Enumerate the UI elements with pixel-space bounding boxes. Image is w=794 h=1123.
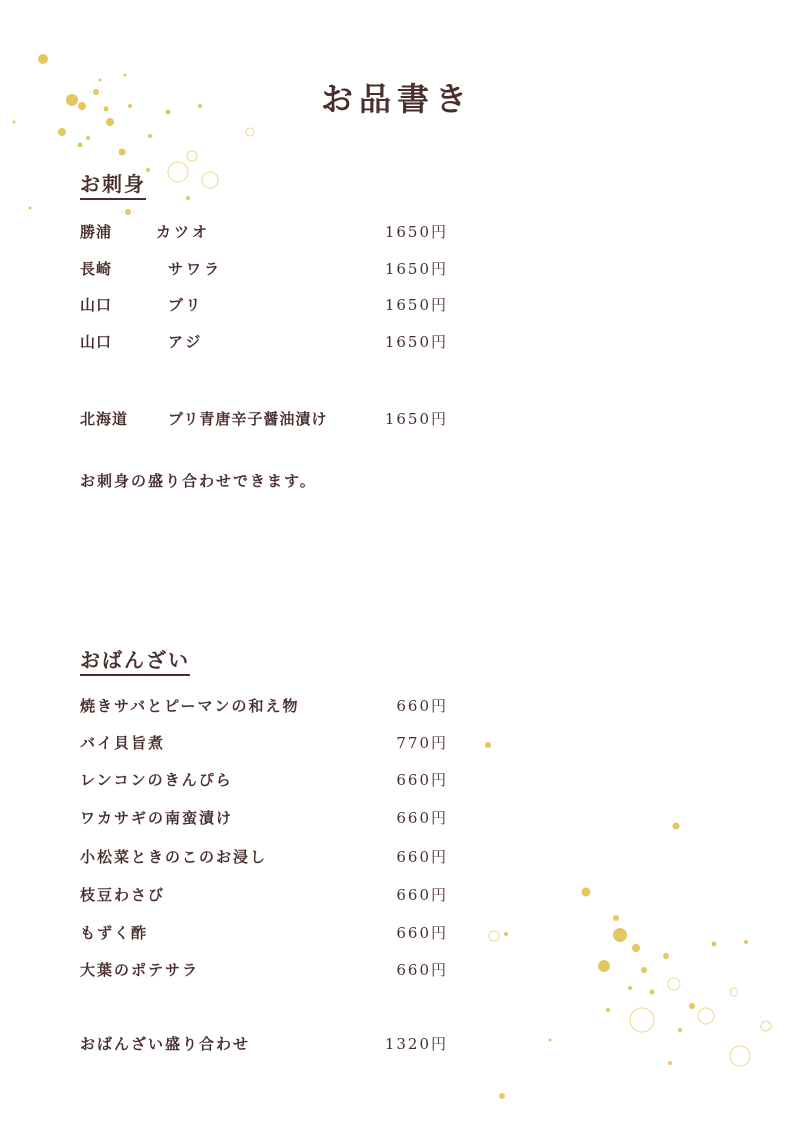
menu-row	[80, 258, 450, 280]
menu-row	[80, 408, 450, 430]
price: 1650円	[384, 260, 448, 278]
menu-title: お品書き	[320, 80, 473, 118]
price: 660円	[396, 809, 448, 827]
menu-row	[80, 695, 450, 717]
fish-name: サワラ	[168, 260, 223, 278]
menu-row	[80, 1033, 450, 1055]
dish-name: ワカサギの南蛮漬け	[80, 809, 234, 827]
menu-row	[80, 732, 450, 754]
price: 1320円	[384, 1035, 448, 1053]
dish-name: バイ貝旨煮	[80, 734, 166, 752]
price: 660円	[396, 848, 448, 866]
gold-splash-bottom-right	[470, 730, 794, 1123]
origin-label: 勝浦	[80, 223, 113, 241]
price: 770円	[396, 734, 448, 752]
fish-name: ブリ	[168, 296, 204, 314]
dish-name: 焼きサバとピーマンの和え物	[80, 697, 300, 715]
menu-row	[80, 884, 450, 906]
origin-label: 山口	[80, 296, 113, 314]
dish-name: レンコンのきんぴら	[80, 771, 233, 789]
price: 1650円	[384, 333, 448, 351]
origin-label: 山口	[80, 333, 113, 351]
section-heading-obanzai: おばんざい	[80, 644, 190, 676]
price: 660円	[396, 961, 448, 979]
dish-name: おばんざい盛り合わせ	[80, 1035, 251, 1053]
dish-name: もずく酢	[80, 924, 149, 942]
menu-row	[80, 331, 450, 353]
dish-name: 枝豆わさび	[80, 886, 166, 904]
price: 1650円	[384, 296, 448, 314]
fish-name: ブリ青唐辛子醤油漬け	[168, 410, 328, 428]
menu-row	[80, 846, 450, 868]
dish-name: 小松菜ときのこのお浸し	[80, 848, 268, 866]
menu-row	[80, 959, 450, 981]
menu-row	[80, 294, 450, 316]
origin-label: 北海道	[80, 410, 129, 428]
origin-label: 長崎	[80, 260, 113, 278]
menu-row	[80, 221, 450, 243]
section-heading-sashimi: お刺身	[80, 168, 146, 200]
fish-name: カツオ	[156, 223, 211, 241]
price: 660円	[396, 697, 448, 715]
dish-name: 大葉のポテサラ	[80, 961, 200, 979]
price: 1650円	[384, 410, 448, 428]
gold-splash-top-left	[0, 40, 280, 240]
price: 660円	[396, 924, 448, 942]
menu-row	[80, 807, 450, 829]
price: 660円	[396, 771, 448, 789]
menu-row	[80, 922, 450, 944]
price: 1650円	[384, 223, 448, 241]
fish-name: アジ	[168, 333, 204, 351]
sashimi-note: お刺身の盛り合わせできます。	[80, 472, 317, 490]
price: 660円	[396, 886, 448, 904]
menu-row	[80, 769, 450, 791]
